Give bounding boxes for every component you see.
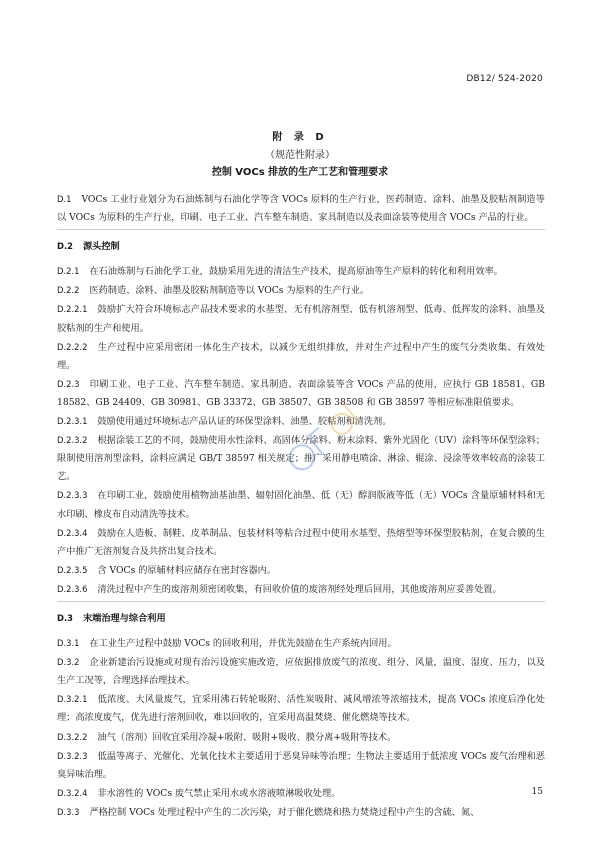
clause-text: 在工业生产过程中鼓励 VOCs 的回收利用，并优先鼓励在生产系统内回用。	[89, 638, 397, 650]
clause-text: 在印刷工业，鼓励使用植物油基油墨、辐射固化油墨、低（无）醇润版液等低（无）VOCs 含量原辅材料和无水印刷、橡皮布自动清洗等技术。	[57, 490, 545, 520]
clause-paragraph	[57, 486, 545, 523]
clause-paragraph	[57, 580, 545, 599]
section-heading-text: 源头控制	[82, 241, 120, 253]
clause-text: 根据涂装工艺的不同，鼓励使用水性涂料、高固体分涂料、粉末涂料、紫外光固化（UV）涂料等环保型涂料；限制使用溶剂型涂料，涂料应满足 GB/T 38597 相关规定；推广采用静电喷涂、淋涂、辊涂、浸涂等效率较高的涂装工艺。	[57, 435, 545, 483]
annex-nature: （规范性附录）	[265, 150, 335, 161]
clause-number: D.2.2.2	[57, 341, 88, 352]
document-body	[57, 190, 545, 822]
page-number: 15	[531, 787, 543, 797]
clause-paragraph	[57, 190, 545, 227]
clause-paragraph	[57, 300, 545, 337]
clause-text: 在石油炼制与石油化学工业，鼓励采用先进的清洁生产技术，提高原油等生产原料的转化和利用效率。	[89, 266, 503, 278]
clause-paragraph	[57, 431, 545, 486]
section-heading	[57, 609, 545, 628]
clause-text: 含 VOCs 的原辅材料应储存在密封容器内。	[97, 564, 277, 576]
clause-paragraph	[57, 803, 545, 822]
clause-number: D.2.3.5	[57, 564, 88, 575]
clause-text: 企业新建治污设施或对现有治污设施实施改造，应依据排放废气的浓度、组分、风量，温度、湿度、压力，以及生产工况等，合理选择治理技术。	[57, 657, 545, 687]
clause-number: D.2.3	[57, 378, 80, 389]
clause-number: D.3.2	[57, 657, 80, 668]
clause-number: D.3.3	[57, 806, 80, 817]
clause-number: D.2.3.6	[57, 583, 88, 594]
clause-paragraph	[57, 561, 545, 580]
clause-text: 生产过程中应采用密闭一体化生产技术，以减少无组织排放，并对生产过程中产生的废气分类收集、有效处理。	[57, 341, 545, 371]
clause-text: VOCs 工业行业划分为石油炼制与石油化学等含 VOCs 原料的生产行业，医药制造、涂料、油墨及胶粘剂制造等以 VOCs 为原料的生产行业，印刷、电子工业、汽车整车制造、家具制造以及表面涂装等使用含 VOCs 产品的行业。	[57, 194, 545, 224]
annex-title: 控制 VOCs 排放的生产工艺和管理要求	[211, 167, 389, 178]
clause-number: D.2.2.1	[57, 304, 88, 315]
clause-text: 低温等离子、光催化、光氧化技术主要适用于恶臭异味等治理；生物法主要适用于低浓度 VOCs 废气治理和恶臭异味治理。	[57, 750, 545, 780]
clause-number: D.1	[57, 194, 72, 204]
clause-text: 严格控制 VOCs 处理过程中产生的二次污染，对于催化燃烧和热力焚烧过程中产生的含硫、氮、	[89, 806, 480, 818]
clause-text: 非水溶性的 VOCs 废气禁止采用水或水溶液喷淋吸收处理。	[97, 787, 341, 799]
clause-number: D.2.3.1	[57, 416, 88, 427]
clause-number: D.3.2.1	[57, 694, 88, 705]
standard-number: DB12/ 524-2020	[466, 74, 543, 84]
section-rule	[57, 229, 545, 230]
clause-paragraph	[57, 653, 545, 690]
section-rule	[57, 601, 545, 602]
clause-text: 鼓励在人造板、制鞋、皮革制品、包装材料等粘合过程中使用水基型、热熔型等环保型胶粘剂，在复合膜的生产中推广无溶剂复合及共挤出复合技术。	[57, 527, 545, 557]
clause-number: D.2.2	[57, 285, 80, 296]
clause-number: D.2.3.3	[57, 490, 88, 501]
clause-paragraph	[57, 524, 545, 561]
clause-text: 油气（溶剂）回收宜采用冷凝+吸附、吸附+吸收、膜分离+吸附等技术。	[97, 731, 397, 743]
clause-number: D.2	[57, 241, 73, 252]
clause-text: 医药制造、涂料、油墨及胶粘剂制造等以 VOCs 为原料的生产行业。	[89, 285, 370, 297]
clause-paragraph	[57, 690, 545, 727]
clause-paragraph	[57, 375, 545, 412]
clause-number: D.2.1	[57, 266, 80, 277]
clause-paragraph	[57, 784, 545, 803]
clause-number: D.3.2.2	[57, 731, 88, 742]
clause-paragraph	[57, 747, 545, 784]
clause-paragraph	[57, 634, 545, 653]
clause-number: D.2.3.4	[57, 527, 88, 538]
clause-number: D.3	[57, 612, 73, 623]
clause-text: 低浓度、大风量废气，宜采用沸石转轮吸附、活性炭吸附、减风增浓等浓缩技术，提高 VOCs 浓度后净化处理；高浓度废气，优先进行溶剂回收，难以回收的，宜采用高温焚烧、催化燃烧等技术。	[57, 694, 545, 724]
clause-paragraph	[57, 262, 545, 281]
clause-text: 鼓励使用通过环境标志产品认证的环保型涂料、油墨、胶粘剂和清洗剂。	[97, 416, 392, 428]
clause-number: D.2.3.2	[57, 435, 88, 446]
clause-text: 印刷工业、电子工业、汽车整车制造、家具制造、表面涂装等含 VOCs 产品的使用，应执行 GB 18581、GB 18582、GB 24409、GB 30981、GB 33372、GB 38507、GB 38508 和 GB 38597 等相应标准限值要求。	[57, 378, 545, 408]
section-heading-text: 末端治理与综合利用	[82, 612, 166, 624]
clause-number: D.3.2.3	[57, 750, 88, 761]
clause-text: 鼓励扩大符合环境标志产品技术要求的水基型、无有机溶剂型、低有机溶剂型、低毒、低挥发的涂料、油墨及胶粘剂的生产和使用。	[57, 304, 545, 334]
clause-number: D.3.1	[57, 638, 80, 649]
section-heading	[57, 237, 545, 256]
clause-paragraph	[57, 338, 545, 375]
clause-paragraph	[57, 728, 545, 747]
annex-label: 附 录 D	[272, 132, 328, 143]
clause-text: 清洗过程中产生的废溶剂须密闭收集，有回收价值的废溶剂经处理后回用，其他废溶剂应妥善处置。	[97, 583, 502, 595]
clause-paragraph	[57, 281, 545, 300]
clause-number: D.3.2.4	[57, 787, 88, 798]
clause-paragraph	[57, 412, 545, 431]
